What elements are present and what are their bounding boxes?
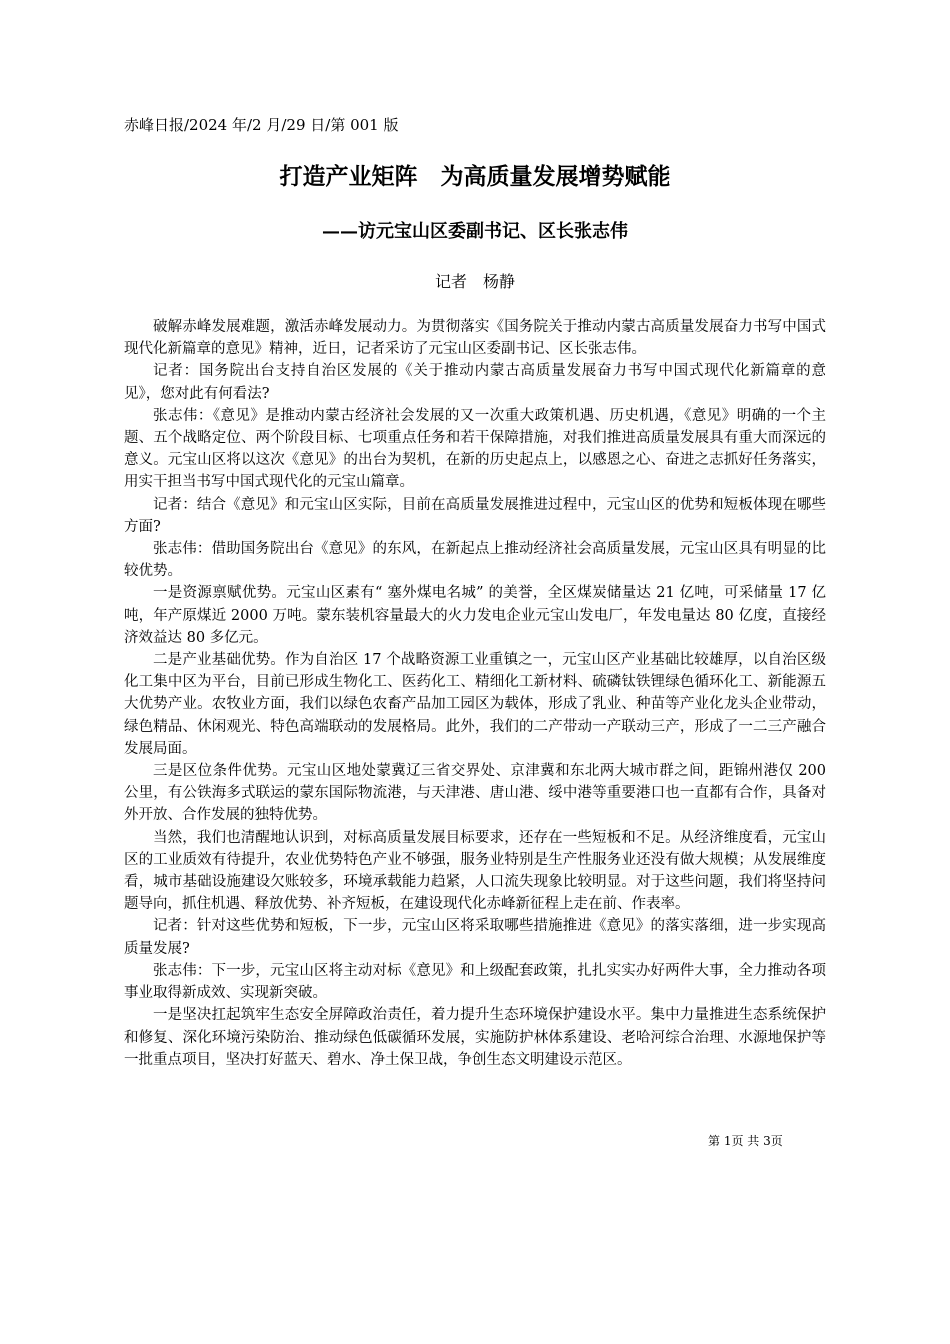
paragraph: 记者：国务院出台支持自治区发展的《关于推动内蒙古高质量发展奋力书写中国式现代化新篇章的意见》，您对此有何看法? [124,363,826,402]
paragraph: 一是资源禀赋优势。元宝山区素有“ 塞外煤电名城” 的美誉，全区煤炭储量达 21 亿吨，可采储量 17 亿吨，年产原煤近 2000 万吨。蒙东装机容量最大的火力发电企业元宝山发电厂，年发电量达 80 亿度，直接经济效益达 80 多亿元。 [124,585,826,646]
paragraph: 张志伟：《意见》是推动内蒙古经济社会发展的又一次重大政策机遇、历史机遇，《意见》明确的一个主题、五个战略定位、两个阶段目标、七项重点任务和若干保障措施，对我们推进高质量发展具有重大而深远的意义。元宝山区将以这次《意见》的出台为契机，在新的历史起点上，以感恩之心、奋进之志抓好任务落实，用实干担当书写中国式现代化的元宝山篇章。 [124,407,826,491]
paragraph: 当然，我们也清醒地认识到，对标高质量发展目标要求，还存在一些短板和不足。从经济维度看，元宝山区的工业质效有待提升，农业优势特色产业不够强，服务业特别是生产性服务业还没有做大规模；从发展维度看，城市基础设施建设欠账较多，环境承载能力趋紧，人口流失现象比较明显。对于这些问题，我们将坚持问题导向，抓住机遇、释放优势、补齐短板，在建设现代化赤峰新征程上走在前、作表率。 [124,829,826,913]
paragraph: 二是产业基础优势。作为自治区 17 个战略资源工业重镇之一，元宝山区产业基础比较雄厚，以自治区级化工集中区为平台，目前已形成生物化工、医药化工、精细化工新材料、硫磷钛铁锂绿色循环化工、新能源五大优势产业。农牧业方面，我们以绿色农畜产品加工园区为载体，形成了乳业、种苗等产业化龙头企业带动，绿色精品、休闲观光、特色高端联动的发展格局。此外，我们的二产带动一产联动三产，形成了一二三产融合发展局面。 [124,652,826,757]
article-body [124,316,826,1071]
paragraph: 张志伟：借助国务院出台《意见》的东风，在新起点上推动经济社会高质量发展，元宝山区具有明显的比较优势。 [124,541,826,580]
page-number: 第 1页 共 3页 [708,1134,783,1148]
newspaper-source: 赤峰日报/2024 年/2 月/29 日/第 001 版 [124,116,399,134]
paragraph: 破解赤峰发展难题，激活赤峰发展动力。为贯彻落实《国务院关于推动内蒙古高质量发展奋力书写中国式现代化新篇章的意见》精神，近日，记者采访了元宝山区委副书记、区长张志伟。 [124,319,826,358]
paragraph: 一是坚决扛起筑牢生态安全屏障政治责任，着力提升生态环境保护建设水平。集中力量推进生态系统保护和修复、深化环境污染防治、推动绿色低碳循环发展，实施防护林体系建设、老哈河综合治理、水源地保护等一批重点项目，坚决打好蓝天、碧水、净土保卫战，争创生态文明建设示范区。 [124,1007,826,1068]
paragraph: 张志伟：下一步，元宝山区将主动对标《意见》和上级配套政策，扎扎实实办好两件大事，全力推动各项事业取得新成效、实现新突破。 [124,962,826,1002]
article-title: 打造产业矩阵 为高质量发展增势赋能 [279,163,671,190]
paragraph: 三是区位条件优势。元宝山区地处蒙冀辽三省交界处、京津冀和东北两大城市群之间，距锦州港仅 200 公里，有公铁海多式联运的蒙东国际物流港，与天津港、唐山港、绥中港等重要港口也一直都有合作，具备对外开放、合作发展的独特优势。 [124,763,826,824]
article-subtitle: ——访元宝山区委副书记、区长张志伟 [322,221,628,242]
article-byline: 记者 杨静 [434,272,515,291]
paragraph: 记者：结合《意见》和元宝山区实际，目前在高质量发展推进过程中，元宝山区的优势和短板体现在哪些方面? [124,496,826,535]
paragraph: 记者：针对这些优势和短板，下一步，元宝山区将采取哪些措施推进《意见》的落实落细，进一步实现高质量发展? [124,918,826,957]
